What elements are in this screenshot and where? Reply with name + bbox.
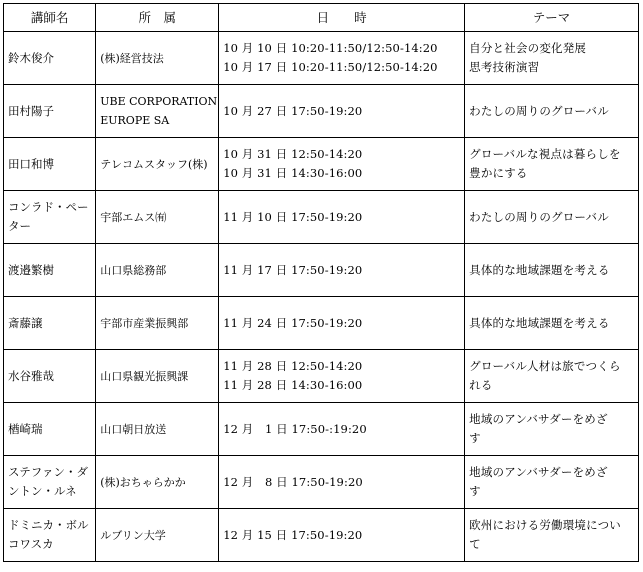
lecturer-name-line: 田口和博 <box>8 156 54 171</box>
theme-line: す <box>469 484 481 498</box>
affiliation-line: 山口朝日放送 <box>100 422 167 436</box>
lecturer-name-line: 斎藤譲 <box>8 315 43 330</box>
lecturer-name-cell <box>4 85 96 138</box>
datetime-cell <box>219 244 465 297</box>
theme-line: す <box>469 431 481 445</box>
theme-line: グローバル人材は旅でつくら <box>469 359 621 373</box>
affiliation-line: ルブリン大学 <box>100 528 166 542</box>
lecturer-name-line: 鈴木俊介 <box>8 50 54 65</box>
theme-line: 自分と社会の変化発展 <box>469 41 587 55</box>
lecturer-name-cell <box>4 350 96 403</box>
header-datetime: 日 時 <box>219 4 465 32</box>
datetime-cell <box>219 403 465 456</box>
table-row <box>4 403 639 456</box>
affiliation-cell <box>96 509 219 562</box>
theme-cell <box>465 85 639 138</box>
affiliation-cell <box>96 85 219 138</box>
affiliation-line: (株)経営技法 <box>100 51 164 65</box>
theme-cell <box>465 297 639 350</box>
datetime-cell <box>219 456 465 509</box>
datetime-line: 10 月 31 日 14:30-16:00 <box>223 166 363 180</box>
affiliation-line: テレコムスタッフ(株) <box>100 157 208 171</box>
table-row <box>4 456 639 509</box>
datetime-line: 11 月 28 日 12:50-14:20 <box>223 359 363 373</box>
theme-cell <box>465 403 639 456</box>
datetime-line: 12 月 8 日 17:50-19:20 <box>223 474 363 489</box>
theme-line: 具体的な地域課題を考える <box>469 262 610 277</box>
affiliation-cell <box>96 32 219 85</box>
theme-line: わたしの周りのグローバル <box>469 209 609 224</box>
theme-line: 豊かにする <box>469 166 528 180</box>
datetime-cell <box>219 138 465 191</box>
table-row <box>4 191 639 244</box>
theme-cell <box>465 138 639 191</box>
lecturer-name-cell <box>4 297 96 350</box>
lecturer-name-line: 渡邉繁樹 <box>8 262 54 277</box>
lecturer-name-line: 田村陽子 <box>8 103 54 118</box>
theme-line: て <box>469 537 481 551</box>
lecturer-name-cell <box>4 191 96 244</box>
affiliation-cell <box>96 350 219 403</box>
affiliation-line: UBE CORPORATION <box>100 95 218 108</box>
datetime-line: 10 月 17 日 10:20-11:50/12:50-14:20 <box>223 60 438 74</box>
header-row <box>4 4 639 32</box>
theme-line: わたしの周りのグローバル <box>469 103 609 118</box>
datetime-cell <box>219 350 465 403</box>
lecturer-name-line: 水谷雅哉 <box>8 368 54 383</box>
header-affiliation: 所 属 <box>96 4 219 32</box>
header-lecturer: 講師名 <box>4 4 96 32</box>
datetime-line: 11 月 17 日 17:50-19:20 <box>223 262 363 277</box>
affiliation-cell <box>96 244 219 297</box>
datetime-cell <box>219 85 465 138</box>
theme-line: 思考技術演習 <box>469 60 540 74</box>
theme-cell <box>465 32 639 85</box>
datetime-cell <box>219 509 465 562</box>
affiliation-line: 宇部市産業振興部 <box>100 316 189 330</box>
theme-line: 地域のアンバサダーをめざ <box>469 465 608 479</box>
header-theme: テーマ <box>465 4 639 32</box>
lecturer-name-cell <box>4 403 96 456</box>
lecturer-name-line: ステファン・ダ <box>8 465 89 479</box>
datetime-line: 11 月 28 日 14:30-16:00 <box>223 378 363 392</box>
lecturer-name-cell <box>4 138 96 191</box>
table-row <box>4 350 639 403</box>
affiliation-line: 宇部エムス㈲ <box>100 210 167 224</box>
lecture-schedule-table <box>3 3 639 562</box>
affiliation-cell <box>96 138 219 191</box>
theme-line: れる <box>469 378 493 392</box>
lecturer-name-cell <box>4 509 96 562</box>
theme-cell <box>465 509 639 562</box>
lecturer-name-cell <box>4 32 96 85</box>
datetime-line: 10 月 27 日 17:50-19:20 <box>223 103 363 118</box>
affiliation-line: EUROPE SA <box>100 114 170 127</box>
theme-line: グローバルな視点は暮らしを <box>469 147 621 161</box>
datetime-line: 11 月 10 日 17:50-19:20 <box>223 209 363 224</box>
datetime-line: 10 月 10 日 10:20-11:50/12:50-14:20 <box>223 41 438 55</box>
affiliation-cell <box>96 297 219 350</box>
datetime-cell <box>219 32 465 85</box>
affiliation-line: (株)おちゃらかか <box>100 475 186 489</box>
affiliation-line: 山口県総務部 <box>100 263 167 277</box>
theme-line: 地域のアンバサダーをめざ <box>469 412 608 426</box>
lecturer-name-cell <box>4 456 96 509</box>
theme-cell <box>465 244 639 297</box>
table-row <box>4 244 639 297</box>
theme-cell <box>465 191 639 244</box>
affiliation-line: 山口県観光振興課 <box>100 369 189 383</box>
datetime-cell <box>219 297 465 350</box>
theme-cell <box>465 350 639 403</box>
lecturer-name-line: コンラド・ペー <box>8 200 89 214</box>
theme-line: 具体的な地域課題を考える <box>469 315 610 330</box>
schedule-body <box>4 32 639 562</box>
datetime-line: 10 月 31 日 12:50-14:20 <box>223 147 363 161</box>
table-row <box>4 85 639 138</box>
datetime-line: 11 月 24 日 17:50-19:20 <box>223 315 363 330</box>
table-row <box>4 297 639 350</box>
lecturer-name-line: ドミニカ・ボル <box>8 518 89 532</box>
datetime-line: 12 月 1 日 17:50-:19:20 <box>223 421 367 436</box>
theme-line: 欧州における労働環境につい <box>469 518 621 532</box>
affiliation-cell <box>96 456 219 509</box>
affiliation-cell <box>96 191 219 244</box>
theme-cell <box>465 456 639 509</box>
datetime-line: 12 月 15 日 17:50-19:20 <box>223 527 363 542</box>
lecturer-name-line: 楢崎瑞 <box>8 421 43 436</box>
datetime-cell <box>219 191 465 244</box>
lecturer-name-line: ントン・ルネ <box>8 484 77 498</box>
table-row <box>4 509 639 562</box>
lecturer-name-line: コワスカ <box>8 537 54 551</box>
affiliation-cell <box>96 403 219 456</box>
lecturer-name-cell <box>4 244 96 297</box>
table-row <box>4 32 639 85</box>
table-row <box>4 138 639 191</box>
lecturer-name-line: ター <box>8 219 31 233</box>
